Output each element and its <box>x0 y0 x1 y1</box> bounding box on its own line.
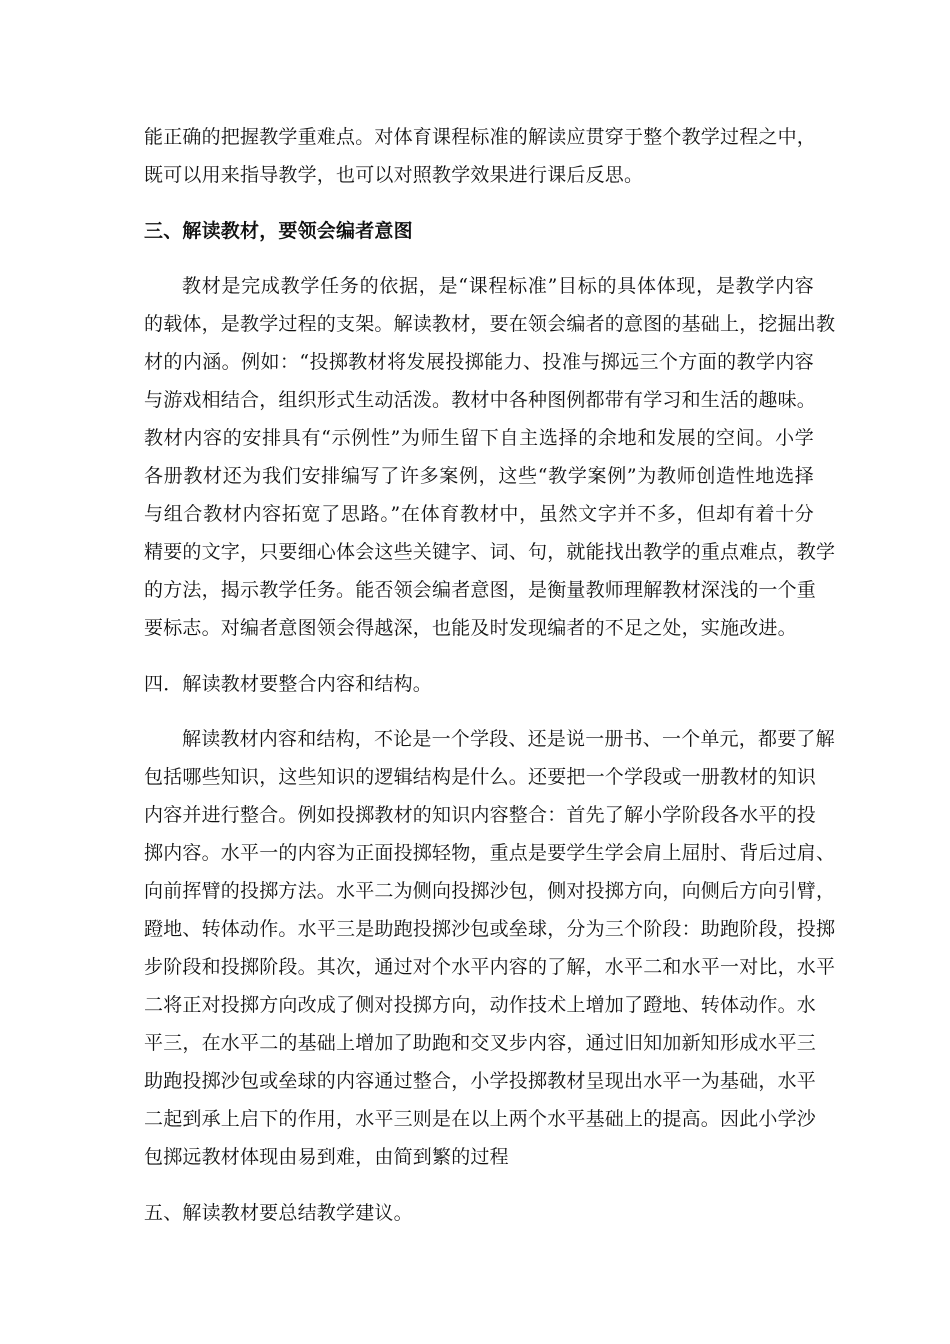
paragraph-line: 包掷远教材体现由易到难，由简到繁的过程 <box>144 1146 509 1168</box>
paragraph-line: 步阶段和投掷阶段。其次，通过对个水平内容的了解，水平二和水平一对比，水平 <box>144 956 836 978</box>
paragraph-line: 与组合教材内容拓宽了思路。”在体育教材中，虽然文字并不多，但却有着十分 <box>144 503 814 525</box>
paragraph-line: 的载体，是教学过程的支架。解读教材，要在领会编者的意图的基础上，挖掘出教 <box>144 313 836 335</box>
paragraph-line: 的方法，揭示教学任务。能否领会编者意图，是衡量教师理解教材深浅的一个重 <box>144 579 817 601</box>
section-heading-3: 三、解读教材，要领会编者意图 <box>144 220 413 242</box>
paragraph-line: 要标志。对编者意图领会得越深，也能及时发现编者的不足之处，实施改进。 <box>144 617 797 639</box>
paragraph-line: 精要的文字，只要细心体会这些关键字、词、句，就能找出教学的重点难点，教学 <box>144 541 836 563</box>
paragraph-line: 掷内容。水平一的内容为正面投掷轻物，重点是要学生学会肩上屈肘、背后过肩、 <box>144 842 836 864</box>
paragraph-line: 与游戏相结合，组织形式生动活泼。教材中各种图例都带有学习和生活的趣味。 <box>144 389 817 411</box>
paragraph-line: 向前挥臂的投掷方法。水平二为侧向投掷沙包，侧对投掷方向，向侧后方向引臂， <box>144 880 836 902</box>
document-page <box>144 118 836 1232</box>
section-heading-5: 五、解读教材要总结教学建议。 <box>144 1202 413 1224</box>
paragraph-line: 教材内容的安排具有“示例性”为师生留下自主选择的余地和发展的空间。小学 <box>144 427 814 449</box>
paragraph-line: 既可以用来指导教学，也可以对照教学效果进行课后反思。 <box>144 164 644 186</box>
paragraph-line: 二将正对投掷方向改成了侧对投掷方向，动作技术上增加了蹬地、转体动作。水 <box>144 994 817 1016</box>
paragraph-line: 解读教材内容和结构，不论是一个学段、还是说一册书、一个单元，都要了解 <box>182 728 835 750</box>
paragraph-line: 内容并进行整合。例如投掷教材的知识内容整合：首先了解小学阶段各水平的投 <box>144 804 817 826</box>
paragraph-line: 各册教材还为我们安排编写了许多案例，这些“教学案例”为教师创造性地选择 <box>144 465 814 487</box>
paragraph-line: 平三，在水平二的基础上增加了助跑和交叉步内容，通过旧知加新知形成水平三 <box>144 1032 817 1054</box>
paragraph-line: 能正确的把握教学重难点。对体育课程标准的解读应贯穿于整个教学过程之中， <box>144 126 817 148</box>
paragraph-2 <box>144 267 836 647</box>
paragraph-line: 二起到承上启下的作用，水平三则是在以上两个水平基础上的提高。因此小学沙 <box>144 1108 817 1130</box>
paragraph-1 <box>144 118 817 194</box>
paragraph-line: 蹬地、转体动作。水平三是助跑投掷沙包或垒球，分为三个阶段：助跑阶段，投掷 <box>144 918 836 940</box>
paragraph-line: 教材是完成教学任务的依据，是“课程标准”目标的具体体现，是教学内容 <box>182 275 814 297</box>
paragraph-line: 材的内涵。例如：“投掷教材将发展投掷能力、投准与掷远三个方面的教学内容 <box>144 351 814 373</box>
paragraph-line: 包括哪些知识，这些知识的逻辑结构是什么。还要把一个学段或一册教材的知识 <box>144 766 817 788</box>
paragraph-3 <box>144 720 836 1176</box>
paragraph-line: 助跑投掷沙包或垒球的内容通过整合，小学投掷教材呈现出水平一为基础，水平 <box>144 1070 817 1092</box>
section-heading-4: 四．解读教材要整合内容和结构。 <box>144 673 433 695</box>
